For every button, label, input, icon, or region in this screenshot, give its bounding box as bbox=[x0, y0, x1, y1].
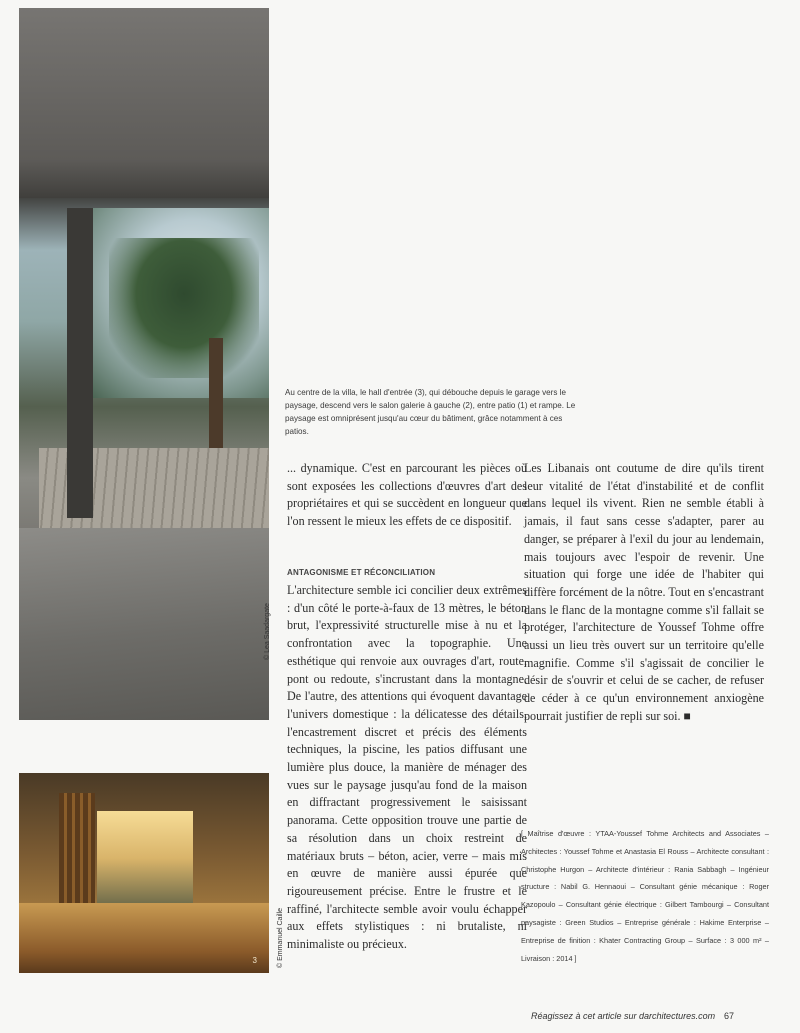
column-2 bbox=[524, 460, 764, 726]
photo-floor-glow bbox=[19, 903, 269, 973]
photo-entrance-hall bbox=[19, 773, 269, 973]
photo-credit-top: © Lea Saadargate bbox=[264, 603, 271, 660]
section-heading: ANTAGONISME ET RÉCONCILIATION bbox=[287, 568, 436, 577]
intro-paragraph: ... dynamique. C'est en parcourant les pièces où sont exposées les collections d'œuvres d'art des propriétaires et qui se succèdent en longueur que l'on ressent le mieux les effets de ce dispositif. bbox=[287, 461, 527, 529]
photo-ceiling bbox=[19, 8, 269, 198]
column-1-body bbox=[287, 582, 527, 954]
photo-opening bbox=[97, 811, 193, 906]
photo-pine-tree bbox=[109, 238, 259, 378]
photo-window-mullion bbox=[67, 208, 93, 518]
photo-wood-slats bbox=[59, 793, 95, 903]
photo-number: 3 bbox=[252, 956, 257, 965]
body-paragraph-2: Les Libanais ont coutume de dire qu'ils tirent leur vitalité de l'état d'instabilité et de conflit dans lequel ils vivent. Rien ne semble établi à jamais, il faut sans cesse s'adapter, parer au danger, se préparer à l'exil du jour au lendemain, mais toujours avec l'espoir de revenir. Une situation qui forge une idée de l'habiter qui diffère forcément de la nôtre. Tout en s'encastrant dans le flanc de la montagne comme s'il fallait se protéger, l'architecture de Youssef Tohme offre aussi un lieu très ouvert sur un territoire qu'elle magnifie. Comme s'il s'agissait de concilier le désir de s'ouvrir et celui de se cacher, de refuser de céder à ce qu'un environnement anxiogène pourrait justifier de repli sur soi. ■ bbox=[524, 461, 764, 723]
body-paragraph-1: L'architecture semble ici concilier deux extrêmes : d'un côté le porte-à-faux de 13 mètres, le béton brut, l'expressivité structurelle mise à nu et la confrontation avec la topographie. Une esthétique qui renvoie aux ouvrages d'art, route, pont ou redoute, s'incrustant dans la montagne. De l'autre, des attentions qui évoquent davantage l'univers domestique : la délicatesse des détails, l'encastrement discret et précis des éléments techniques, la piscine, les patios diffusant une lumière plus douce, la manière de ménager des vues sur le paysage jusqu'au fond de la maison en diffractant progressivement le saisissant panorama. Cette opposition trouve une partie de sa résolution dans un choix restreint de matériaux bruts – béton, acier, verre – mais mis en œuvre de manière aussi épurée que rigoureusement précise. Entre le frustre et le raffiné, l'architecte semble avoir voulu échapper aux effets stylistiques : ni brutaliste, ni minimaliste ou précieux. bbox=[287, 583, 527, 952]
photo-caption: Au centre de la villa, le hall d'entrée (3), qui débouche depuis le garage vers le paysage, descend vers le salon galerie à gauche (2), entre patio (1) et rampe. Le paysage est omniprésent jusqu'au cœur du bâtiment, grâce notamment à ces patios. bbox=[285, 388, 576, 436]
page-number: 67 bbox=[724, 1011, 735, 1021]
project-credits: [ Maîtrise d'œuvre : YTAA-Youssef Tohme Architects and Associates – Architectes : Youssef Tohme et Anastasia El Rouss – Architecte consultant : Christophe Hurgon – Architecte d'intérieur : Rania Sabbagh – Ingénieur structure : Nabil G. Hennaoui – Consultant génie mécanique : Roger Kazopoulo – Consultant génie électrique : Gilbert Tambourgi – Consultant paysagiste : Green Studios – Entreprise générale : Hakime Enterprise – Entreprise de finition : Khater Contracting Group – Surface : 3 000 m² – Livraison : 2014 ] bbox=[521, 829, 769, 963]
photo-floor bbox=[19, 528, 269, 720]
photo-credit-bottom: © Emmanuel Caille bbox=[277, 907, 284, 968]
column-1-intro bbox=[287, 460, 527, 531]
photo-villa-hall bbox=[19, 8, 269, 720]
footer-article-link[interactable]: Réagissez à cet article sur darchitectures.com bbox=[531, 1011, 716, 1021]
